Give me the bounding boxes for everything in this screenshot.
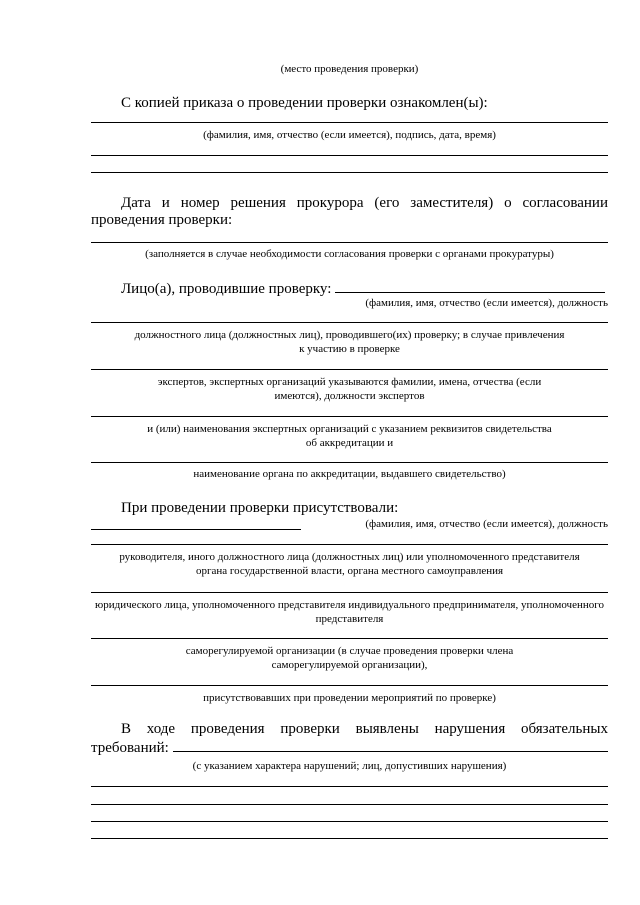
inspectors-caption-2: экспертов, экспертных организаций указываются фамилии, имена, отчества (если имеются), должности экспертов [157,376,542,402]
acquainted-caption: (фамилия, имя, отчество (если имеется), подпись, дата, время) [203,129,496,141]
violations-caption: (с указанием характера нарушений; лиц, допустивших нарушения) [192,760,507,772]
inspectors-caption-4: наименование органа по аккредитации, выдавшего свидетельство) [193,468,506,480]
inspectors-caption-1: должностного лица (должностных лиц), проводившего(их) проверку; в случае привлечения к участию в проверке [134,329,565,355]
prosecutor-label-line1: Дата и номер решения прокурора (его заместителя) о согласовании [121,195,608,211]
inspectors-caption-3: и (или) наименования экспертных организаций с указанием реквизитов свидетельства об аккредитации и [147,423,552,449]
acquainted-line-3[interactable] [91,172,608,173]
present-caption-inline: (фамилия, имя, отчество (если имеется), должность [365,518,608,530]
present-caption-1: руководителя, иного должностного лица (должностных лиц) или уполномоченного представителя органа государственной власти, органа местного самоуправления [119,551,580,577]
inspectors-line-4[interactable] [91,462,608,463]
place-caption: (место проведения проверки) [280,63,419,75]
inspectors-label-row [91,280,608,298]
prosecutor-line[interactable] [91,242,608,243]
inspectors-line-3[interactable] [91,416,608,417]
present-caption-3: саморегулируемой организации (в случае проведения проверки члена саморегулируемой организации), [185,645,514,671]
prosecutor-label-line2: проведения проверки: [91,212,233,228]
acquainted-line-2[interactable] [91,155,608,156]
inspectors-label: Лицо(а), проводившие проверку: [121,281,332,297]
inspectors-line-2[interactable] [91,369,608,370]
prosecutor-caption: (заполняется в случае необходимости согласования проверки с органами прокуратуры) [145,248,554,260]
violations-label-line2: требований: [91,740,169,756]
acquainted-label: С копией приказа о проведении проверки ознакомлен(ы): [121,95,488,111]
present-line-3[interactable] [91,638,608,639]
violations-line-2[interactable] [91,804,608,805]
violations-line-1[interactable] [91,786,608,787]
present-line-4[interactable] [91,685,608,686]
violations-line-3[interactable] [91,821,608,822]
acquainted-signature-line[interactable] [91,122,608,123]
violations-label-row [91,739,608,757]
violations-label-line1: В ходе проведения проверки выявлены нарушения обязательных [121,721,608,737]
violations-line-4[interactable] [91,838,608,839]
inspectors-line-1[interactable] [91,322,608,323]
present-label: При проведении проверки присутствовали: [121,500,399,516]
inspectors-inline-line[interactable] [335,280,605,293]
present-line-1[interactable] [91,544,608,545]
present-inline-line[interactable] [91,517,301,530]
inspectors-caption-inline: (фамилия, имя, отчество (если имеется), должность [365,297,608,309]
present-caption-2: юридического лица, уполномоченного представителя индивидуального предпринимателя, уполномоченного представителя [95,599,604,625]
present-line-2[interactable] [91,592,608,593]
violations-inline-line[interactable] [173,739,608,752]
present-caption-4: присутствовавших при проведении мероприятий по проверке) [203,692,496,704]
